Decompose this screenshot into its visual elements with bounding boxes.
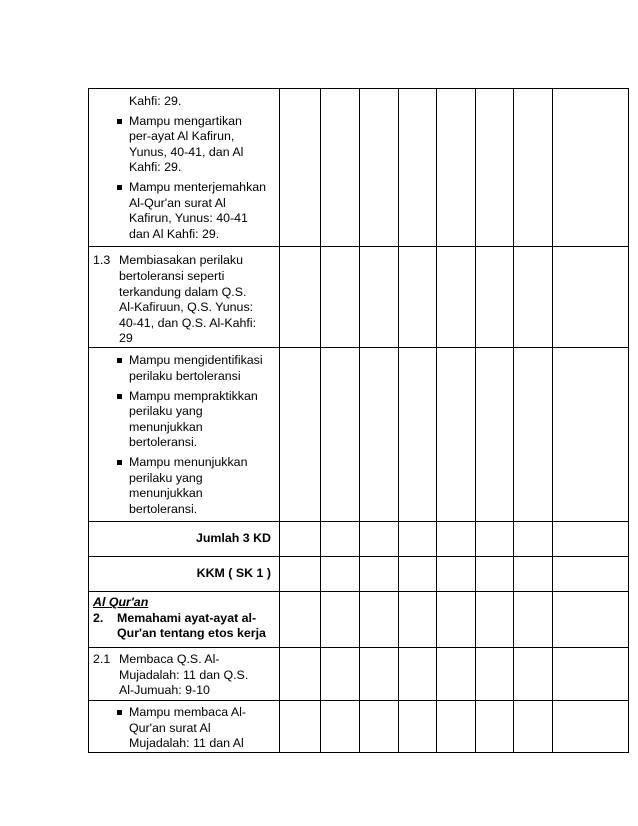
grid-cell[interactable]: [399, 648, 437, 701]
grid-cell[interactable]: [399, 348, 437, 522]
bullet-icon: [117, 710, 122, 715]
grid-cell[interactable]: [553, 348, 629, 522]
grid-cell[interactable]: [360, 522, 399, 557]
grid-cell[interactable]: [399, 89, 437, 247]
grid-cell[interactable]: [360, 557, 399, 592]
table-row: [89, 522, 629, 557]
competency-text: 1.3 Membiasakan perilaku bertoleransi seperti terkandung dalam Q.S. Al-Kafiruun, Q.S. Yunus: 40-41, dan Q.S. Al-Kahfi: 29: [93, 253, 257, 346]
grid-cell[interactable]: [360, 89, 399, 247]
grid-cell[interactable]: [437, 89, 476, 247]
indicator-bullet: Mampu menunjukkan perilaku yang menunjukkan bertoleransi.: [89, 455, 279, 517]
competency-number: 2.1: [93, 652, 111, 667]
grid-cell[interactable]: [321, 522, 360, 557]
grid-cell[interactable]: [437, 592, 476, 648]
grid-cell[interactable]: [476, 648, 514, 701]
table-row: [89, 89, 629, 247]
grid-cell[interactable]: [360, 348, 399, 522]
competency-text: 2.1 Membaca Q.S. Al- Mujadalah: 11 dan Q.S. Al-Jumuah: 9-10: [93, 652, 249, 698]
grid-cell[interactable]: [280, 522, 321, 557]
grid-cell[interactable]: [553, 557, 629, 592]
grid-cell[interactable]: [321, 592, 360, 648]
grid-cell[interactable]: [476, 89, 514, 247]
bullet-icon: [117, 394, 122, 399]
total-kd-label: Jumlah 3 KD: [89, 522, 280, 557]
grid-cell[interactable]: [399, 247, 437, 348]
table-row: [89, 348, 629, 522]
kkm-label: KKM ( SK 1 ): [89, 557, 280, 592]
grid-cell[interactable]: [476, 247, 514, 348]
indicator-bullet: Mampu menterjemahkan Al-Qur'an surat Al Kafirun, Yunus: 40-41 dan Al Kahfi: 29.: [89, 180, 279, 242]
indicator-bullet: Mampu membaca Al- Qur'an surat Al Mujadalah: 11 dan Al: [89, 705, 279, 752]
grid-cell[interactable]: [437, 522, 476, 557]
assessment-table: [88, 88, 629, 753]
grid-cell[interactable]: [360, 648, 399, 701]
grid-cell[interactable]: [280, 89, 321, 247]
competency-cell: [89, 247, 280, 348]
grid-cell[interactable]: [437, 701, 476, 753]
grid-cell[interactable]: [360, 247, 399, 348]
grid-cell[interactable]: [514, 522, 553, 557]
standard-number: 2.: [93, 610, 104, 625]
grid-cell[interactable]: [321, 89, 360, 247]
grid-cell[interactable]: [280, 592, 321, 648]
grid-cell[interactable]: [321, 701, 360, 753]
grid-cell[interactable]: [399, 701, 437, 753]
grid-cell[interactable]: [553, 592, 629, 648]
indicator-bullet: Mampu mempraktikkan perilaku yang menunjukkan bertoleransi.: [89, 389, 279, 451]
grid-cell[interactable]: [514, 592, 553, 648]
grid-cell[interactable]: [280, 701, 321, 753]
grid-cell[interactable]: [321, 648, 360, 701]
grid-cell[interactable]: [514, 348, 553, 522]
grid-cell[interactable]: [399, 557, 437, 592]
grid-cell[interactable]: [360, 592, 399, 648]
grid-cell[interactable]: [514, 701, 553, 753]
grid-cell[interactable]: [399, 522, 437, 557]
grid-cell[interactable]: [514, 89, 553, 247]
grid-cell[interactable]: [437, 648, 476, 701]
table-row: [89, 557, 629, 592]
indicator-cell: [89, 89, 280, 247]
grid-cell[interactable]: [514, 557, 553, 592]
bullet-icon: [117, 358, 122, 363]
table-row: [89, 648, 629, 701]
grid-cell[interactable]: [476, 701, 514, 753]
grid-cell[interactable]: [553, 522, 629, 557]
grid-cell[interactable]: [321, 247, 360, 348]
grid-cell[interactable]: [437, 348, 476, 522]
grid-cell[interactable]: [553, 247, 629, 348]
section-heading: Al Qur'an: [93, 595, 149, 610]
grid-cell[interactable]: [514, 648, 553, 701]
indicator-bullet: Mampu mengartikan per-ayat Al Kafirun, Yunus, 40-41, dan Al Kahfi: 29.: [89, 114, 279, 176]
grid-cell[interactable]: [476, 522, 514, 557]
grid-cell[interactable]: [280, 557, 321, 592]
continuation-text: Kahfi: 29.: [129, 94, 182, 108]
bullet-icon: [117, 185, 122, 190]
indicator-cell: [89, 348, 280, 522]
grid-cell[interactable]: [399, 592, 437, 648]
grid-cell[interactable]: [476, 348, 514, 522]
grid-cell[interactable]: [437, 557, 476, 592]
grid-cell[interactable]: [553, 89, 629, 247]
grid-cell[interactable]: [321, 557, 360, 592]
table-row: [89, 701, 629, 753]
grid-cell[interactable]: [553, 648, 629, 701]
grid-cell[interactable]: [476, 557, 514, 592]
indicator-cell: [89, 701, 280, 753]
standard-cell: [89, 592, 280, 648]
competency-number: 1.3: [93, 253, 111, 268]
grid-cell[interactable]: [360, 701, 399, 753]
grid-cell[interactable]: [514, 247, 553, 348]
table-row: [89, 247, 629, 348]
grid-cell[interactable]: [476, 592, 514, 648]
bullet-icon: [117, 460, 122, 465]
bullet-icon: [117, 119, 122, 124]
competency-cell: [89, 648, 280, 701]
grid-cell[interactable]: [280, 247, 321, 348]
indicator-bullet: Mampu mengidentifikasi perilaku bertoleransi: [89, 353, 279, 384]
grid-cell[interactable]: [553, 701, 629, 753]
standard-text: 2. Memahami ayat-ayat al- Qur'an tentang etos kerja: [93, 610, 266, 641]
grid-cell[interactable]: [280, 348, 321, 522]
table-row: [89, 592, 629, 648]
grid-cell[interactable]: [437, 247, 476, 348]
grid-cell[interactable]: [321, 348, 360, 522]
grid-cell[interactable]: [280, 648, 321, 701]
